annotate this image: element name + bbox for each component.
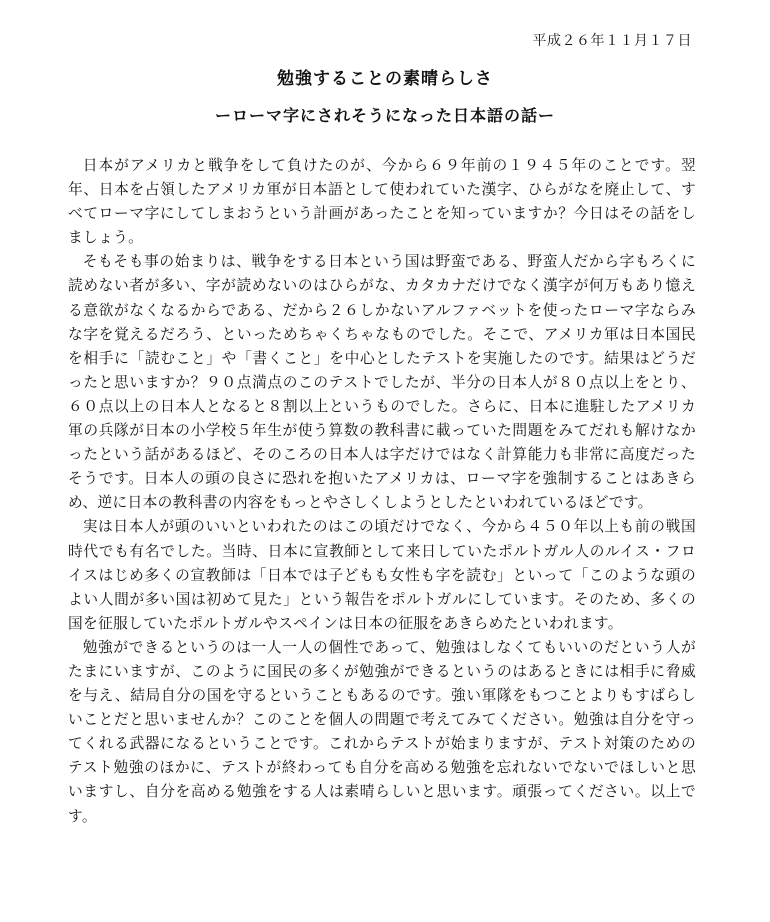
paragraph-2: そもそも事の始まりは、戦争をする日本という国は野蛮である、野蛮人だから字もろくに読めない者が多い、字が読めないのはひらがな、カタカナだけでなく漢字が何万もあり憶える意欲がなくなるからである、だから２６しかないアルファベットを使ったローマ字ならみな字を覚えるだろう、といっためちゃくちゃなものでした。そこで、アメリカ軍は日本国民を相手に「読むこと」や「書くこと」を中心としたテストを実施したのです。結果はどうだったと思いますか？９０点満点のこのテストでしたが、半分の日本人が８０点以上をとり、６０点以上の日本人となると８割以上というものでした。さらに、日本に進駐したアメリカ軍の兵隊が日本の小学校５年生が使う算数の教科書に載っていた問題をみてだれも解けなかったという話があるほど、そのころの日本人は字だけではなく計算能力も非常に高度だったそうです。日本人の頭の良さに恐れを抱いたアメリカは、ローマ字を強制することはあきらめ、逆に日本の教科書の内容をもっとやさしくしようとしたといわれているほどです。 <box>68 253 696 512</box>
paragraph-3: 実は日本人が頭のいいといわれたのはこの頃だけでなく、今から４５０年以上も前の戦国時代でも有名でした。当時、日本に宣教師として来日していたポルトガル人のルイス・フロイスはじめ多くの宣教師は「日本では子どもも女性も字を読む」といって「このような頭のよい人間が多い国は初めて見た」という報告をポルトガルにしています。そのため、多くの国を征服していたポルトガルやスペインは日本の征服をあきらめたといわれます。 <box>68 518 696 632</box>
paragraph-1: 日本がアメリカと戦争をして負けたのが、今から６９年前の１９４５年のことです。翌年、日本を占領したアメリカ軍が日本語として使われていた漢字、ひらがなを廃止して、すべてローマ字にしてしまおうという計画があったことを知っていますか？今日はその話をしましょう。 <box>68 157 696 247</box>
document-body <box>68 154 696 829</box>
document-date: 平成２６年１１月１７日 <box>532 33 692 49</box>
paragraph-4: 勉強ができるというのは一人一人の個性であって、勉強はしなくてもいいのだという人がたまにいますが、このように国民の多くが勉強ができるというのはあるときには相手に脅威を与え、結局自分の国を守るということもあるのです。強い軍隊をもつことよりもすばらしいことだと思いませんか？このことを個人の問題で考えてみてください。勉強は自分を守ってくれる武器になるということです。これからテストが始まりますが、テスト対策のためのテスト勉強のほかに、テストが終わっても自分を高める勉強を忘れないでないでほしいと思いますし、自分を高める勉強をする人は素晴らしいと思います。頑張ってください。以上です。 <box>68 638 696 825</box>
document-title: 勉強することの素晴らしさ <box>277 69 493 89</box>
document-subtitle: ーローマ字にされそうになった日本語の話ー <box>214 106 555 125</box>
